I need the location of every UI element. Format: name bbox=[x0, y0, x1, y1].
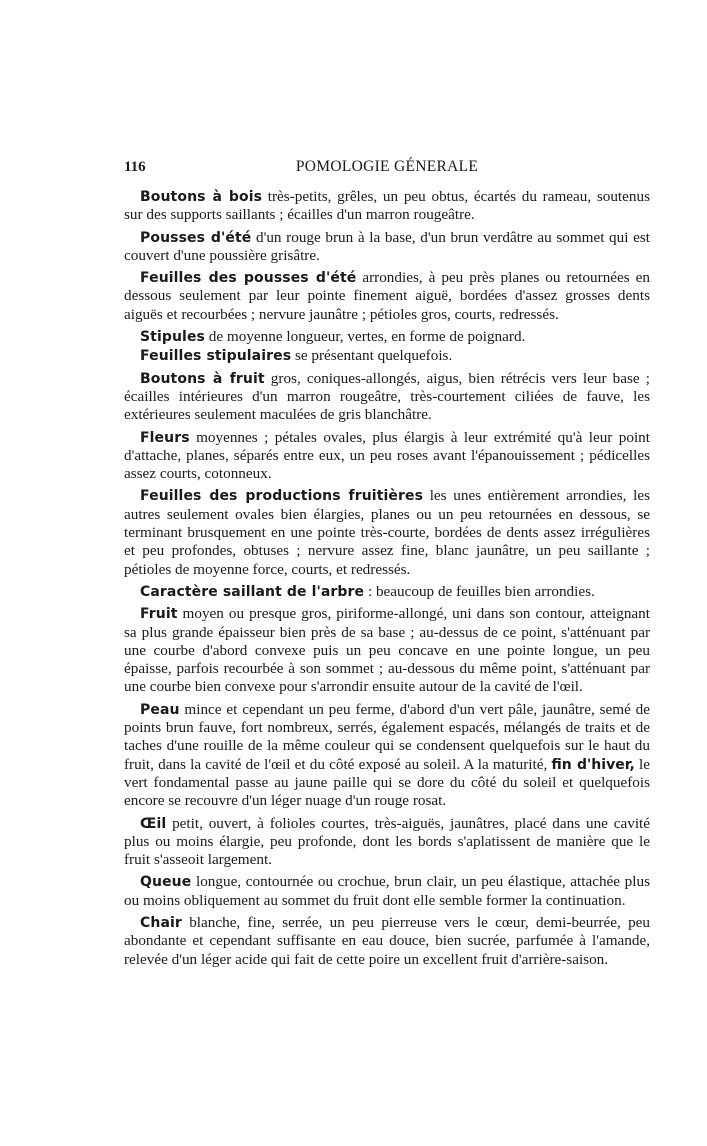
paragraph-feuilles-des-productions bbox=[124, 487, 650, 578]
description: très-petits, grêles, un peu obtus, écartés du rameau, soutenus sur des supports saillants ; écailles d'un marron rougeâtre. bbox=[124, 188, 650, 224]
term: Fleurs bbox=[140, 429, 190, 446]
term: Feuilles stipulaires bbox=[140, 348, 292, 365]
term: Pousses d'été bbox=[140, 229, 252, 246]
description: blanche, fine, serrée, un peu pierreuse vers le cœur, demi-beurrée, peu abondante et cependant suffisante en eau douce, bien sucrée, parfumée à l'amande, relevée d'un léger acide qui fait de cette poire un excellent fruit d'arrière-saison. bbox=[124, 913, 650, 968]
paragraph-peau bbox=[124, 701, 650, 811]
running-head bbox=[124, 158, 650, 180]
paragraph-stipules bbox=[124, 328, 650, 346]
book-page bbox=[124, 158, 650, 973]
term: Feuilles des productions fruitières bbox=[140, 488, 424, 505]
description: de moyenne longueur, vertes, en forme de poignard. bbox=[205, 328, 526, 346]
description-continued: le vert fondamental passe au jaune paille qui se dore du côté du soleil et quelquefois encore se recouvre d'un léger nuage d'un rouge rosat. bbox=[124, 755, 650, 810]
inline-term-maturity: fin d'hiver, bbox=[551, 756, 635, 773]
term: Boutons à fruit bbox=[140, 370, 265, 387]
description: moyen ou presque gros, piriforme-allongé, uni dans son contour, atteignant sa plus grande épaisseur bien près de sa base ; au-dessus de ce point, s'atténuant par une courbe d'abord convexe puis un peu concave en une pointe longue, un peu épaisse, parfois recourbée à son sommet ; au-dessous du même point, s'atténuant par une courbe bien convexe pour s'arrondir ensuite autour de la cavité de l'œil. bbox=[124, 605, 650, 696]
term: Caractère saillant de l'arbre bbox=[140, 583, 365, 600]
paragraph-boutons-a-fruit bbox=[124, 370, 650, 425]
description: les unes entièrement arrondies, les autres seulement ovales bien élargies, planes ou un peu retournées en dessous, se terminant brusquement en une pointe très-courte, bordées de dents assez irrégulières et peu profondes, obtuses ; nervure assez fine, blanc jaunâtre, un peu saillante ; pétioles de moyenne force, courts, et redressés. bbox=[124, 487, 650, 578]
description: gros, coniques-allongés, aigus, bien rétrécis vers leur base ; écailles intérieures d'un marron rougeâtre, très-courtement ciliées de fauve, les extérieures seulement maculées de gris blanchâtre. bbox=[124, 369, 651, 424]
paragraph-queue bbox=[124, 873, 650, 910]
term: Chair bbox=[140, 914, 182, 931]
paragraph-feuilles-des-pousses bbox=[124, 269, 650, 324]
term: Queue bbox=[140, 874, 192, 891]
paragraph-fruit bbox=[124, 605, 650, 696]
term: Boutons à bois bbox=[140, 189, 263, 205]
paragraph-fleurs bbox=[124, 429, 650, 484]
description: : beaucoup de feuilles bien arrondies. bbox=[364, 582, 595, 600]
description: longue, contournée ou crochue, brun clair, un peu élastique, attachée plus ou moins obliquement au sommet du fruit dont elle semble former la continuation. bbox=[124, 873, 650, 909]
page-number: 116 bbox=[124, 159, 146, 175]
paragraph-caractere-saillant bbox=[124, 583, 650, 601]
term: Stipules bbox=[140, 329, 205, 346]
term: Peau bbox=[140, 701, 180, 718]
paragraph-feuilles-stipulaires bbox=[124, 347, 650, 365]
description: d'un rouge brun à la base, d'un brun verdâtre au sommet qui est couvert d'une poussière grisâtre. bbox=[124, 228, 650, 264]
paragraph-boutons-a-bois bbox=[124, 188, 650, 225]
running-title: POMOLOGIE GÉNERALE bbox=[295, 158, 479, 175]
term: Œil bbox=[140, 815, 167, 832]
description: se présentant quelquefois. bbox=[291, 347, 453, 365]
paragraph-chair bbox=[124, 914, 650, 969]
paragraph-pousses-d-ete bbox=[124, 229, 650, 266]
term: Feuilles des pousses d'été bbox=[140, 270, 357, 287]
term: Fruit bbox=[140, 606, 178, 623]
description: moyennes ; pétales ovales, plus élargis à leur extrémité qu'à leur point d'attache, planes, séparés entre eux, un peu roses avant l'épanouissement ; pédicelles assez courts, cotonneux. bbox=[124, 428, 650, 483]
paragraph-oeil bbox=[124, 815, 650, 870]
description: arrondies, à peu près planes ou retournées en dessous seulement par leur pointe finement aiguë, bordées d'assez grosses dents aiguës et recourbées ; nervure jaunâtre ; pétioles gros, courts, redressés. bbox=[124, 269, 650, 323]
description: petit, ouvert, à folioles courtes, très-aiguës, jaunâtres, placé dans une cavité plus ou moins élargie, peu profonde, dont les bords s'aplatissent de manière que le fruit s'asseoit largement. bbox=[124, 814, 650, 869]
description: mince et cependant un peu ferme, d'abord d'un vert pâle, jaunâtre, semé de points brun fauve, fort nombreux, serrés, également espacés, mélangés de traits et de taches d'une rouille de la même couleur qui se condensent quelquefois sur le haut du fruit, dans la cavité de l'œil et du côté exposé au soleil. A la maturité, bbox=[124, 700, 650, 773]
